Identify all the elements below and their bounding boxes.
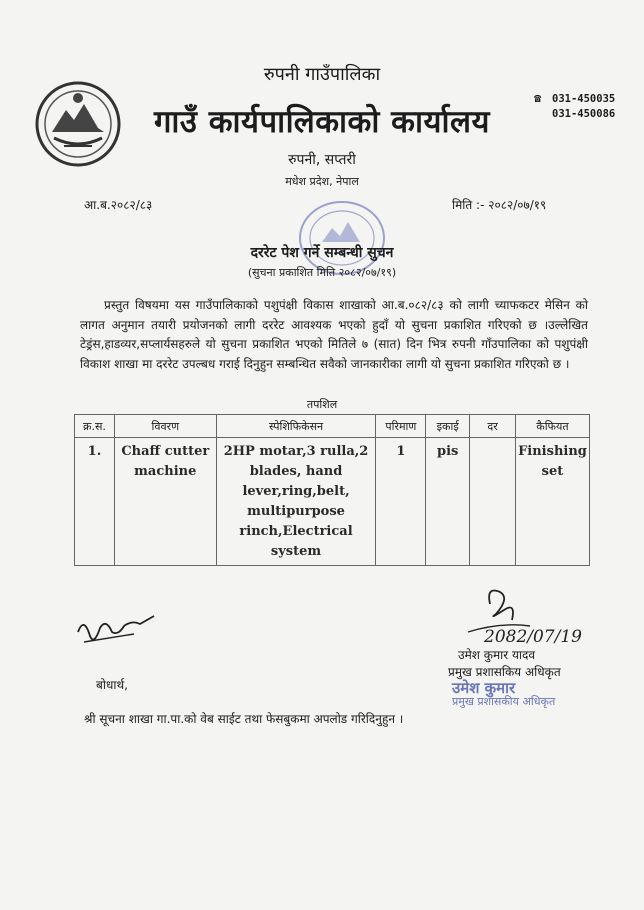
table-row bbox=[75, 438, 590, 566]
fiscal-year: आ.ब.२०८२/८३ bbox=[84, 198, 153, 212]
cell-serial: 1. bbox=[75, 438, 115, 566]
header-quantity: परिमाण bbox=[376, 415, 426, 438]
address-line-1: रुपनी, सप्तरी bbox=[288, 152, 356, 168]
signer-name: उमेश कुमार यादव bbox=[458, 648, 536, 662]
municipality-name: रुपनी गाउँपालिका bbox=[263, 64, 381, 85]
header-remarks: कैफियत bbox=[515, 415, 589, 438]
header-rate: दर bbox=[470, 415, 516, 438]
signer-title: प्रमुख प्रशासकिय अधिकृत bbox=[448, 665, 561, 679]
address-line-2: मधेश प्रदेश, नेपाल bbox=[285, 175, 359, 188]
cell-description: Chaff cutter machine bbox=[114, 438, 216, 566]
name-stamp-title: प्रमुख प्रशासकीय अधिकृत bbox=[452, 695, 556, 708]
header-specification: स्पेशिफिकेसन bbox=[216, 415, 376, 438]
phone-number-2: 031-450086 bbox=[552, 108, 616, 120]
cell-quantity: 1 bbox=[376, 438, 426, 566]
header-description: विवरण bbox=[114, 415, 216, 438]
table-header-row bbox=[75, 415, 590, 438]
left-signature bbox=[74, 606, 160, 652]
phone-numbers bbox=[534, 91, 616, 122]
bodhartha-label: बोधार्थ, bbox=[96, 678, 128, 692]
cell-unit: pis bbox=[426, 438, 470, 566]
phone-number-1: 031-450035 bbox=[552, 93, 616, 105]
header-unit: इकाई bbox=[426, 415, 470, 438]
notice-body: प्रस्तुत विषयमा यस गाउँपालिकाको पशुपंक्षी विकास शाखाको आ.ब.०८२/८३ को लागी च्याफकटर मेसिन को लागत अनुमान तयारी प्रयोजनको लागी दररेट आवश्यक भएको हुदाँ यो सुचना प्रकाशित गरिएको छ ।उल्लेखित टेड्रंस,हाडव्यर,सप्लार्यसहरुले यो सुचना प्रकाशित भएको मितिले ७ (सात) दिन भित्र रुपनी गाँउपालिका को पशुपंक्षी विकाश शाखा मा दररेट उपल्बध गराई दिनुहुन सम्बन्धित सवैको जानकारीका लागी यो सुचना प्रकाशित गरिएको छ । bbox=[80, 298, 588, 371]
cell-specification: 2HP motar,3 rulla,2 blades, hand lever,ring,belt, multipurpose rinch,Electrical system bbox=[216, 438, 376, 566]
notice-title: दररेट पेश गर्ने सम्बन्धी सुचन bbox=[250, 245, 394, 261]
header-serial: क्र.स. bbox=[75, 415, 115, 438]
cell-remarks: Finishing set bbox=[515, 438, 589, 566]
cell-rate bbox=[470, 438, 516, 566]
name-stamp: उमेश कुमार bbox=[452, 679, 516, 697]
office-title: गाउँ कार्यपालिकाको कार्यालय bbox=[153, 104, 491, 140]
table-caption: तपशिल bbox=[306, 398, 338, 411]
notice-subtitle: (सुचना प्रकाशित मिति २०८२/०७/१९) bbox=[247, 266, 397, 279]
notice-date: मिति :- २०८२/०७/१९ bbox=[452, 198, 547, 212]
signature-date: 2082/07/19 bbox=[484, 627, 582, 647]
specification-table bbox=[74, 414, 590, 566]
phone-icon: ☎ bbox=[534, 91, 542, 105]
officer-signature bbox=[460, 584, 590, 648]
cc-note: श्री सूचना शाखा गा.पा.को वेब साईट तथा फेसबुकमा अपलोड गरिदिनुहुन । bbox=[84, 712, 404, 726]
